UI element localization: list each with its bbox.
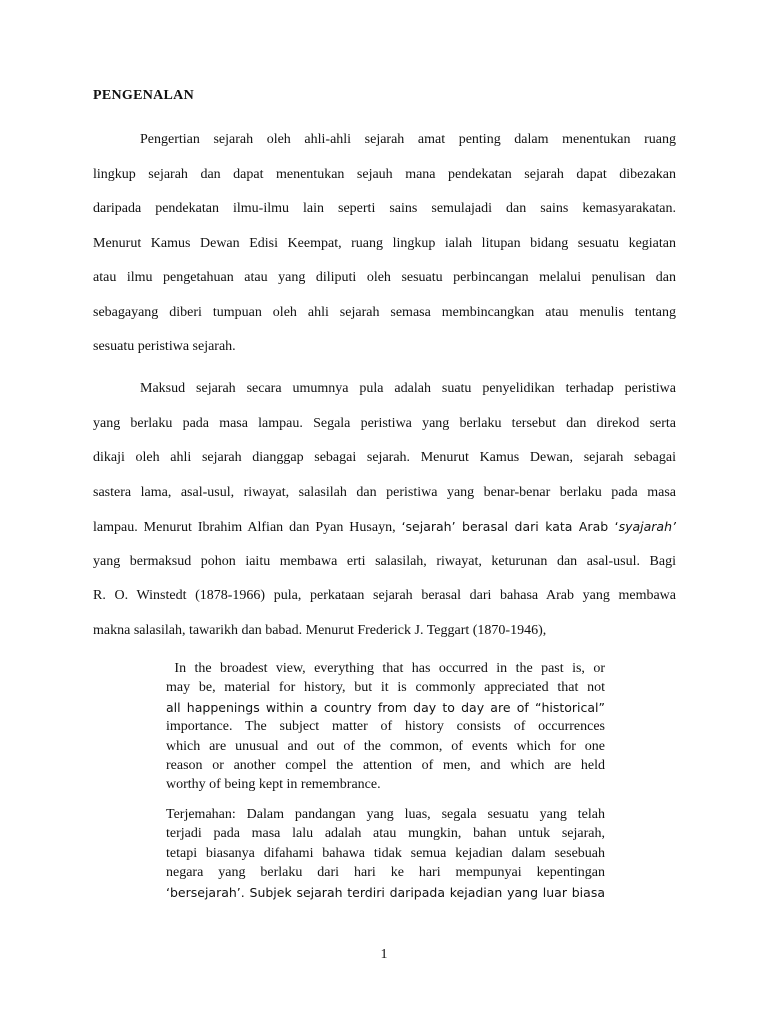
paragraph-line: R. O. Winstedt (1878-1966) pula, perkataan sejarah berasal dari bahasa Arab yang membawa	[93, 588, 676, 603]
block-quote-translation	[166, 805, 605, 902]
paragraph-line: dikaji oleh ahli sejarah dianggap sebagai sejarah. Menurut Kamus Dewan, sejarah sebagai	[93, 450, 676, 465]
paragraph-line: daripada pendekatan ilmu-ilmu lain seperti sains semulajadi dan sains kemasyarakatan.	[93, 201, 676, 216]
quote-line: which are unusual and out of the common, of events which for one	[166, 738, 605, 754]
quote-line: ‘bersejarah’. Subjek sejarah terdiri daripada kejadian yang luar biasa	[166, 884, 605, 900]
quote-line: all happenings within a country from day to day are of “historical”	[166, 699, 605, 715]
paragraph-line: lingkup sejarah dan dapat menentukan sejauh mana pendekatan sejarah dapat dibezakan	[93, 166, 676, 182]
quote-line: tetapi biasanya difahami bahawa tidak semua kejadian dalam sesebuah	[166, 845, 605, 861]
paragraph-line: sebagayang diberi tumpuan oleh ahli sejarah semasa membincangkan atau menulis tentang	[93, 304, 676, 320]
quote-line: may be, material for history, but it is commonly appreciated that not	[166, 680, 605, 696]
text-run: lampau. Menurut Ibrahim Alfian dan Pyan Husayn,	[93, 520, 402, 535]
paragraph-line: sesuatu peristiwa sejarah.	[93, 339, 236, 354]
block-quote-english	[166, 659, 605, 795]
paragraph-line: yang berlaku pada masa lampau. Segala peristiwa yang berlaku tersebut dan direkod serta	[93, 415, 676, 431]
quote-line: negara yang berlaku dari hari ke hari mempunyai kepentingan	[166, 865, 605, 881]
quote-line: worthy of being kept in remembrance.	[166, 777, 381, 793]
quote-line: Terjemahan: Dalam pandangan yang luas, segala sesuatu yang telah	[166, 807, 605, 822]
text-run-italic: syajarah’	[618, 519, 676, 534]
paragraph-definition	[93, 372, 676, 648]
paragraph-line: atau ilmu pengetahuan atau yang diliputi oleh sesuatu perbincangan melalui penulisan dan	[93, 270, 676, 285]
quote-text: In the broadest view, everything that has occurred in the past is, or	[174, 661, 605, 676]
paragraph-line	[93, 510, 676, 545]
paragraph-line: Maksud sejarah secara umumnya pula adalah suatu penyelidikan terhadap peristiwa	[140, 381, 676, 396]
quote-line: reason or another compel the attention of men, and which are held	[166, 757, 605, 773]
paragraph-introduction	[93, 123, 676, 365]
text-run-alt-font: ‘sejarah’ berasal dari kata Arab ‘	[401, 519, 619, 534]
section-heading: PENGENALAN	[93, 88, 195, 103]
paragraph-line: makna salasilah, tawarikh dan babad. Menurut Frederick J. Teggart (1870-1946),	[93, 622, 547, 638]
paragraph-line: yang bermaksud pohon iaitu membawa erti salasilah, riwayat, keturunan dan asal-usul. Bagi	[93, 553, 676, 569]
quote-line: importance. The subject matter of history consists of occurrences	[166, 719, 605, 735]
paragraph-line: sastera lama, asal-usul, riwayat, salasilah dan peristiwa yang benar-benar berlaku pada masa	[93, 484, 676, 500]
paragraph-line: Menurut Kamus Dewan Edisi Keempat, ruang lingkup ialah litupan bidang sesuatu kegiatan	[93, 235, 676, 251]
page-number: 1	[380, 947, 388, 962]
paragraph-line: Pengertian sejarah oleh ahli-ahli sejarah amat penting dalam menentukan ruang	[140, 132, 676, 147]
quote-line	[166, 659, 605, 678]
quote-line: terjadi pada masa lalu adalah atau mungkin, bahan untuk sejarah,	[166, 826, 605, 842]
